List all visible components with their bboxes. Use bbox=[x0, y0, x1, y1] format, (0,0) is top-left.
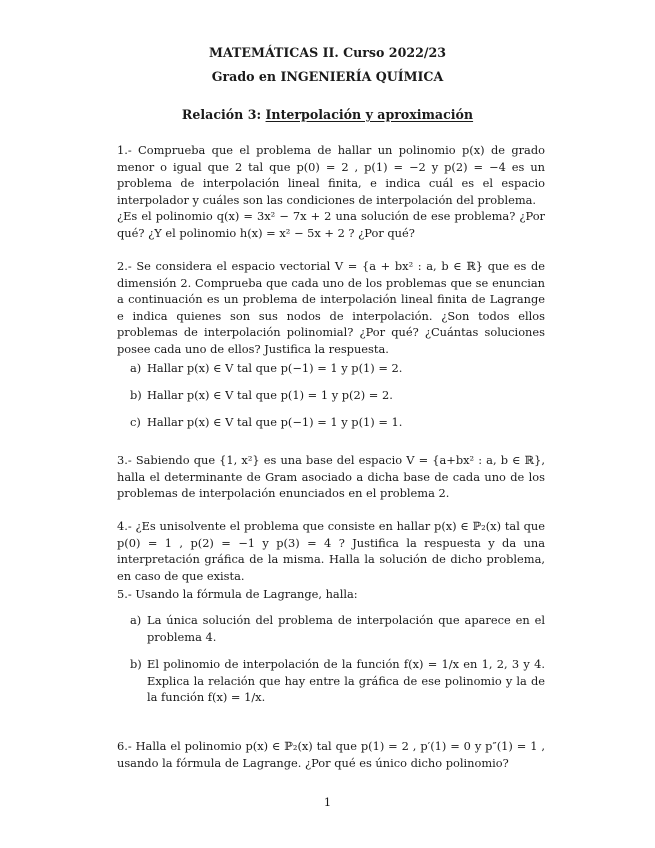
item-label: c) bbox=[130, 415, 141, 429]
item-text: La única solución del problema de interpolación que aparece en el problema 4. bbox=[147, 613, 545, 644]
item-label: b) bbox=[130, 388, 142, 402]
problem-2 bbox=[117, 258, 545, 357]
list-item bbox=[130, 414, 545, 431]
problem-1-question: ¿Es el polinomio q(x) = 3x² − 7x + 2 una solución de ese problema? ¿Por qué? ¿Y el polinomio h(x) = x² − 5x + 2 ? ¿Por qué? bbox=[117, 209, 545, 240]
relation-prefix: Relación 3: bbox=[181, 107, 262, 122]
problem-1 bbox=[117, 142, 545, 241]
page-number: 1 bbox=[323, 795, 332, 809]
problem-6 bbox=[117, 738, 545, 771]
list-item bbox=[130, 387, 545, 404]
degree-title: Grado en INGENIERÍA QUÍMICA bbox=[211, 69, 444, 84]
problem-6-statement: 6.- Halla el polinomio p(x) ∈ ℙ₂(x) tal que p(1) = 2 , p′(1) = 0 y p″(1) = 1 , usando la fórmula de Lagrange. ¿Por qué es único dicho polinomio? bbox=[117, 739, 545, 770]
item-text: Hallar p(x) ∈ V tal que p(−1) = 1 y p(1) = 1. bbox=[147, 415, 403, 429]
problem-5 bbox=[117, 586, 545, 603]
item-label: a) bbox=[130, 361, 142, 375]
list-item bbox=[130, 360, 545, 377]
relation-heading bbox=[0, 107, 655, 124]
problem-3-statement: 3.- Sabiendo que {1, x²} es una base del espacio V = {a+bx² : a, b ∈ ℝ}, halla el determinante de Gram asociado a dicha base de cada uno de los problemas de interpolación enunciados en el problema 2. bbox=[117, 453, 545, 500]
item-label: a) bbox=[130, 613, 142, 627]
problem-2-statement: 2.- Se considera el espacio vectorial V = {a + bx² : a, b ∈ ℝ} que es de dimensión 2. Comprueba que cada uno de los problemas que se enuncian a continuación es un problema de interpolación lineal finita de Lagrange e indica quienes son sus nodos de interpolación. ¿Son todos ellos problemas de interpolación polinomial? ¿Por qué? ¿Cuántas soluciones posee cada uno de ellos? Justifica la respuesta. bbox=[117, 259, 545, 356]
problem-4 bbox=[117, 518, 545, 584]
course-title: MATEMÁTICAS II. Curso 2022/23 bbox=[209, 45, 446, 60]
list-item bbox=[130, 612, 545, 645]
item-text: Hallar p(x) ∈ V tal que p(1) = 1 y p(2) = 2. bbox=[147, 388, 393, 402]
problem-3 bbox=[117, 452, 545, 502]
problem-1-statement: 1.- Comprueba que el problema de hallar un polinomio p(x) de grado menor o igual que 2 tal que p(0) = 2 , p(1) = −2 y p(2) = −4 es un problema de interpolación lineal finita, e indica cuál es el espacio interpolador y cuáles son las condiciones de interpolación del problema. bbox=[117, 143, 545, 207]
item-label: b) bbox=[130, 657, 142, 671]
relation-title: Interpolación y aproximación bbox=[265, 107, 474, 122]
problem-5-statement: 5.- Usando la fórmula de Lagrange, halla: bbox=[117, 587, 358, 601]
problem-4-statement: 4.- ¿Es unisolvente el problema que consiste en hallar p(x) ∈ ℙ₂(x) tal que p(0) = 1 , p(2) = −1 y p(3) = 4 ? Justifica la respuesta y da una interpretación gráfica de la misma. Halla la solución de dicho problema, en caso de que exista. bbox=[117, 519, 545, 583]
item-text: Hallar p(x) ∈ V tal que p(−1) = 1 y p(1) = 2. bbox=[147, 361, 403, 375]
item-text: El polinomio de interpolación de la función f(x) = 1/x en 1, 2, 3 y 4. Explica la relación que hay entre la gráfica de ese polinomio y la de la función f(x) = 1/x. bbox=[147, 657, 545, 704]
list-item bbox=[130, 656, 545, 706]
